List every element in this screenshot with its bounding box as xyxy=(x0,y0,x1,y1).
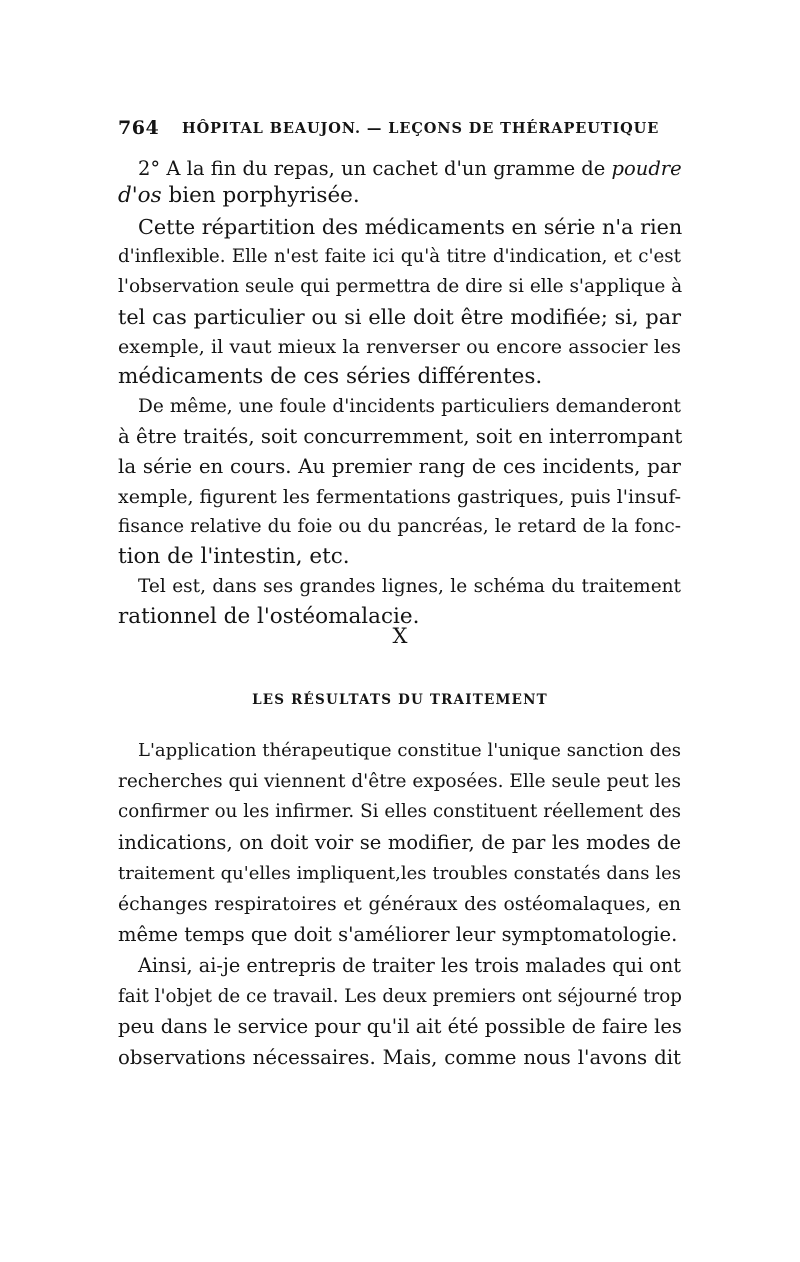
running-title: HÔPITAL BEAUJON. — LEÇONS DE THÉRAPEUTIQUE xyxy=(182,120,660,137)
text-line: xemple, figurent les fermentations gastriques, puis l'insuf- xyxy=(118,486,682,508)
text-line: peu dans le service pour qu'il ait été possible de faire les xyxy=(118,1015,682,1038)
section-number: X xyxy=(392,624,408,648)
text-line: médicaments de ces séries différentes. xyxy=(118,364,543,389)
text-line: Cette répartition des médicaments en série n'a rien xyxy=(138,215,683,239)
text-line: Tel est, dans ses grandes lignes, le schéma du traitement xyxy=(138,576,681,597)
text-line: d'inflexible. Elle n'est faite ici qu'à titre d'indication, et c'est xyxy=(118,246,681,267)
text-line xyxy=(118,179,681,213)
text-line: rationnel de l'ostéomalacie. xyxy=(118,604,420,629)
text-line: l'observation seule qui permettra de dire si elle s'applique à xyxy=(118,276,683,297)
section-title: LES RÉSULTATS DU TRAITEMENT xyxy=(252,692,548,708)
text-run: 2° A la fin du repas, un cachet d'un gramme de xyxy=(138,157,606,180)
italic-term: poudre xyxy=(611,157,682,180)
text-line: fisance relative du foie ou du pancréas, le retard de la fonc- xyxy=(118,516,681,537)
page-number: 764 xyxy=(118,117,160,139)
text-line: recherches qui viennent d'être exposées. Elle seule peut les xyxy=(118,771,681,792)
text-line: même temps que doit s'améliorer leur symptomatologie. xyxy=(118,923,678,946)
text-run: bien porphyrisée. xyxy=(161,183,360,208)
text-line: exemple, il vaut mieux la renverser ou encore associer les xyxy=(118,336,681,358)
text-line: observations nécessaires. Mais, comme nous l'avons dit xyxy=(118,1046,681,1069)
text-line: la série en cours. Au premier rang de ces incidents, par xyxy=(118,455,681,478)
text-line: confirmer ou les infirmer. Si elles constituent réellement des xyxy=(118,801,681,822)
running-header xyxy=(118,117,680,143)
text-line: L'application thérapeutique constitue l'unique sanction des xyxy=(138,740,681,761)
text-line: traitement qu'elles impliquent,les troubles constatés dans les xyxy=(118,863,681,884)
text-line: tion de l'intestin, etc. xyxy=(118,544,350,569)
text-line: indications, on doit voir se modifier, de par les modes de xyxy=(118,831,681,854)
text-line: Ainsi, ai-je entrepris de traiter les trois malades qui ont xyxy=(138,954,682,977)
text-line: fait l'objet de ce travail. Les deux premiers ont séjourné trop xyxy=(118,986,682,1007)
text-line: tel cas particulier ou si elle doit être modifiée; si, par xyxy=(118,305,681,329)
italic-term: d'os xyxy=(118,183,162,208)
text-line: échanges respiratoires et généraux des ostéomalaques, en xyxy=(118,894,681,915)
text-line: à être traités, soit concurremment, soit en interrompant xyxy=(118,425,683,448)
text-line: De même, une foule d'incidents particuliers demanderont xyxy=(138,396,681,417)
